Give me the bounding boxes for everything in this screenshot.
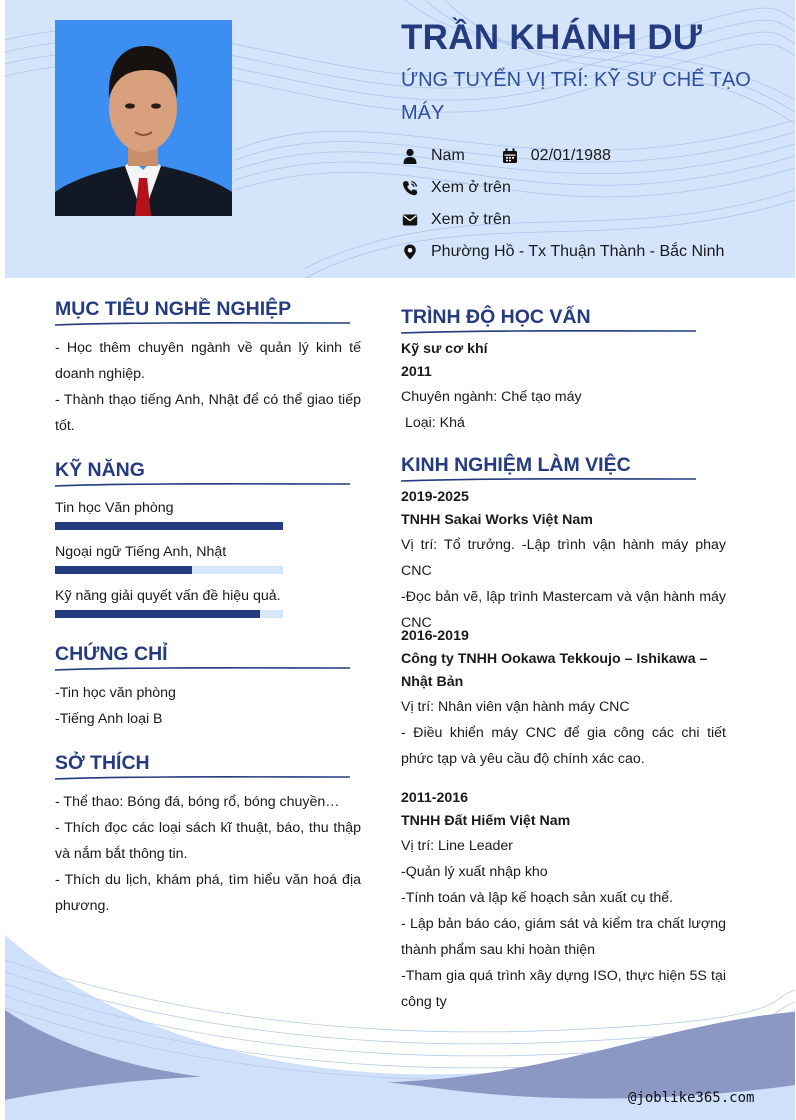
objective-line: - Thành thạo tiếng Anh, Nhật để có thể giao tiếp tốt. — [55, 392, 361, 434]
job-detail-line: Vị trí: Nhân viên vận hành máy CNC — [401, 699, 630, 715]
job-period: 2016-2019 — [401, 628, 469, 644]
job-period: 2019-2025 — [401, 489, 469, 505]
person-icon — [401, 147, 419, 165]
job-detail-line: -Tham gia quá trình xây dựng ISO, thực hiện 5S tại công ty — [401, 968, 726, 1010]
email-value: Xem ở trên — [431, 211, 511, 228]
address-row — [401, 241, 724, 263]
skills-underline — [55, 481, 350, 489]
skill-label: Ngoại ngữ Tiếng Anh, Nhật — [55, 544, 227, 560]
skill-label: Kỹ năng giải quyết vấn đề hiệu quả. — [55, 588, 281, 604]
skill-bar-fill — [55, 566, 192, 574]
cv-page — [5, 0, 795, 1120]
hobbies-title: SỞ THÍCH — [55, 752, 150, 774]
skill-bar — [55, 610, 283, 618]
hobby-line: - Thể thao: Bóng đá, bóng rổ, bóng chuyền… — [55, 794, 340, 810]
job-period: 2011-2016 — [401, 790, 469, 806]
objective-text — [55, 335, 361, 439]
education-major: Chuyên ngành: Chế tạo máy — [401, 389, 582, 405]
job-detail-line: - Lập bản báo cáo, giám sát và kiểm tra chất lượng thành phẩm sau khi hoàn thiện — [401, 916, 726, 958]
certificates-title: CHỨNG CHỈ — [55, 643, 168, 665]
hobby-line: - Thích du lịch, khám phá, tìm hiểu văn hoá địa phương. — [55, 872, 361, 914]
address-value: Phường Hồ - Tx Thuận Thành - Bắc Ninh — [431, 243, 725, 260]
dob-value: 02/01/1988 — [530, 147, 611, 164]
skill-bar — [55, 522, 283, 530]
skill-bar-fill — [55, 522, 283, 530]
job-detail-line: -Quản lý xuất nhập kho — [401, 864, 548, 880]
certificate-line: -Tin học văn phòng — [55, 685, 176, 701]
objective-underline — [55, 320, 350, 328]
job-details — [401, 833, 726, 1015]
certificates-underline — [55, 665, 350, 673]
job-detail-line: Vị trí: Tổ trưởng. -Lập trình vận hành máy phay CNC — [401, 537, 726, 579]
hobbies-underline — [55, 774, 350, 782]
education-degree: Kỹ sư cơ khí — [401, 341, 488, 357]
education-year: 2011 — [401, 364, 432, 380]
hobby-line: - Thích đọc các loại sách kĩ thuật, báo, thu thập và nắm bắt thông tin. — [55, 820, 361, 862]
objective-title: MỤC TIÊU NGHỀ NGHIỆP — [55, 298, 292, 320]
header-banner — [5, 0, 795, 278]
profile-photo — [55, 20, 232, 216]
education-grade: Loại: Khá — [401, 415, 465, 431]
envelope-icon — [401, 211, 419, 229]
phone-icon — [401, 179, 419, 197]
job-detail-line: -Đọc bản vẽ, lập trình Mastercam và vận hành máy CNC — [401, 589, 726, 631]
job-detail-line: - Điều khiển máy CNC để gia công các chi tiết phức tạp và yêu cầu độ chính xác cao. — [401, 725, 726, 767]
calendar-icon — [501, 147, 519, 165]
phone-row — [401, 177, 511, 199]
website-watermark: @joblike365.com — [628, 1090, 755, 1106]
skills-title: KỸ NĂNG — [55, 459, 145, 481]
applied-position: ỨNG TUYỂN VỊ TRÍ: KỸ SƯ CHẾ TẠO MÁY — [401, 69, 751, 124]
candidate-name: TRẦN KHÁNH DƯ — [401, 18, 703, 57]
job-company: TNHH Sakai Works Việt Nam — [401, 512, 593, 528]
hobbies-text — [55, 789, 361, 919]
gender-dob-row — [401, 145, 611, 167]
phone-value: Xem ở trên — [431, 179, 511, 196]
job-company: Công ty TNHH Ookawa Tekkoujo – Ishikawa – Nhật Bản — [401, 651, 708, 690]
certificates-text — [55, 680, 361, 732]
certificate-line: -Tiếng Anh loại B — [55, 711, 163, 727]
job-details — [401, 532, 726, 636]
job-details — [401, 694, 726, 772]
gender-value: Nam — [431, 147, 465, 164]
job-detail-line: -Tính toán và lập kế hoạch sản xuất cụ thể. — [401, 890, 674, 906]
experience-underline — [401, 476, 696, 484]
education-title: TRÌNH ĐỘ HỌC VẤN — [401, 306, 591, 328]
skill-bar-fill — [55, 610, 260, 618]
skill-label: Tin học Văn phòng — [55, 500, 174, 516]
job-detail-line: Vị trí: Line Leader — [401, 838, 513, 854]
experience-title: KINH NGHIỆM LÀM VIỆC — [401, 454, 631, 476]
education-underline — [401, 328, 696, 336]
email-row — [401, 209, 511, 231]
map-pin-icon — [401, 243, 419, 261]
job-company: TNHH Đất Hiếm Việt Nam — [401, 813, 571, 829]
skill-bar — [55, 566, 283, 574]
objective-line: - Học thêm chuyên ngành về quản lý kinh tế doanh nghiệp. — [55, 340, 361, 382]
